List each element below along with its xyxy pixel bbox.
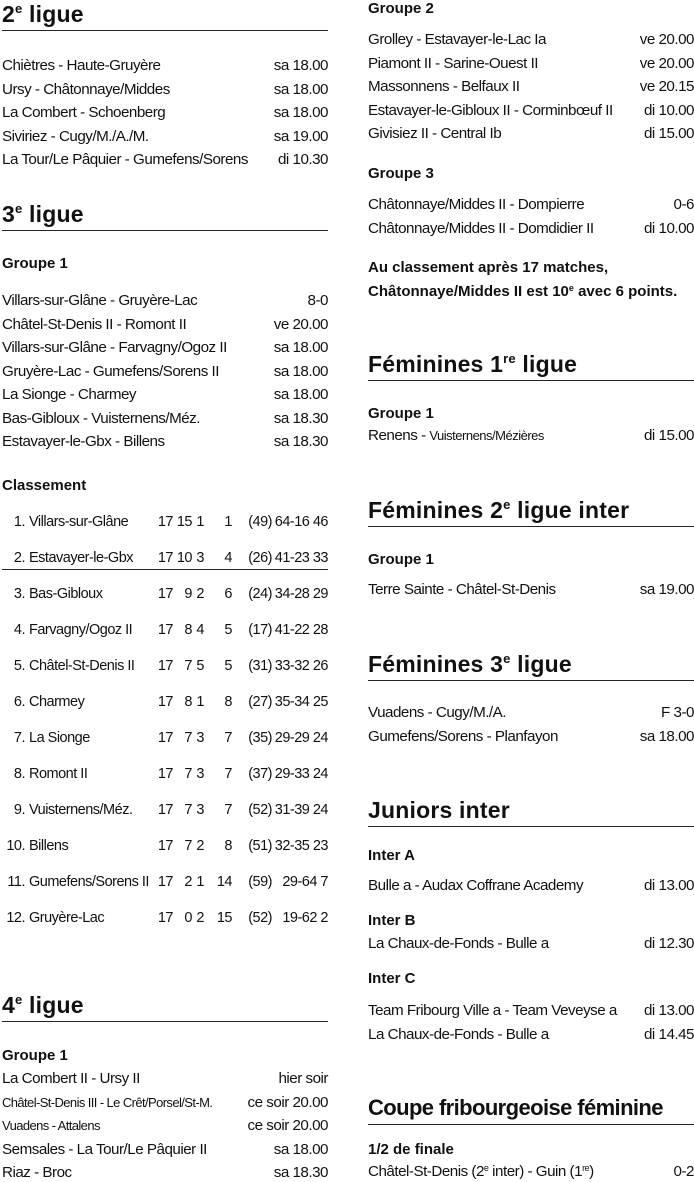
group-heading: Inter A [368, 847, 415, 864]
standings-heading: Classement [2, 477, 87, 494]
match-row: Châtel-St-Denis II - Romont II ve 20.00 [2, 315, 328, 333]
standings-row: 10. Billens 17 7 2 8 (51) 32-35 23 [6, 838, 328, 854]
round-heading: 1/2 de finale [368, 1141, 454, 1158]
match-row: Châtel-St-Denis III - Le Crêt/Porsel/St-M. ce soir 20.00 [2, 1093, 328, 1111]
section-title-feminines-1re-ligue: Féminines 1re ligue [368, 350, 694, 381]
match-row: Siviriez - Cugy/M./A./M. sa 19.00 [2, 127, 328, 145]
group-heading: Groupe 1 [368, 551, 434, 568]
group-heading: Groupe 3 [368, 165, 434, 182]
match-row: Châtel-St-Denis (2e inter) - Guin (1re) 0-2 [368, 1163, 694, 1180]
match-row: Chiètres - Haute-Gruyère sa 18.00 [2, 57, 328, 74]
match-row: La Combert II - Ursy II hier soir [2, 1070, 328, 1087]
standings-row: 2. Estavayer-le-Gbx 17 10 3 4 (26) 41-23 33 [2, 546, 328, 570]
group-heading: Inter B [368, 912, 416, 929]
match-row: Châtonnaye/Middes II - Domdidier II di 10.00 [368, 219, 694, 237]
match-row: Villars-sur-Glâne - Farvagny/Ogoz II sa 18.00 [2, 339, 328, 356]
match-row: Villars-sur-Glâne - Gruyère-Lac 8-0 [2, 292, 328, 309]
match-row: Gumefens/Sorens - Planfayon sa 18.00 [368, 727, 694, 745]
match-row: Vuadens - Attalens ce soir 20.00 [2, 1117, 328, 1134]
match-row: Piamont II - Sarine-Ouest II ve 20.00 [368, 54, 694, 72]
match-row: Semsales - La Tour/Le Pâquier II sa 18.00 [2, 1140, 328, 1158]
standings-row: 11. Gumefens/Sorens II 17 2 1 14 (59) 29-64 7 [7, 874, 328, 890]
match-row: La Tour/Le Pâquier - Gumefens/Sorens di 10.30 [2, 151, 328, 168]
group-heading: Groupe 1 [368, 405, 434, 422]
standings-row: 1. Villars-sur-Glâne 17 15 1 1 (49) 64-16 46 [13, 514, 328, 530]
section-title-coupe-fribourgeoise-feminine: Coupe fribourgeoise féminine [368, 1094, 694, 1125]
match-row: Givisiez II - Central Ib di 15.00 [368, 125, 694, 142]
match-row: Riaz - Broc sa 18.30 [2, 1164, 328, 1181]
section-title-feminines-3e-ligue: Féminines 3e ligue [368, 650, 694, 681]
match-row: Team Fribourg Ville a - Team Veveyse a di 13.00 [368, 1002, 694, 1019]
group-heading: Groupe 1 [2, 1047, 68, 1064]
standings-row: 5. Châtel-St-Denis II 17 7 5 5 (31) 33-32 26 [13, 658, 328, 674]
match-row: Grolley - Estavayer-le-Lac Ia ve 20.00 [368, 31, 694, 48]
section-title-2e-ligue: 2e ligue [2, 0, 328, 31]
match-row: Châtonnaye/Middes II - Dompierre 0-6 [368, 196, 694, 213]
match-row: Estavayer-le-Gbx - Billens sa 18.30 [2, 433, 328, 450]
section-title-4e-ligue: 4e ligue [2, 991, 328, 1022]
standings-row: 12. Gruyère-Lac 17 0 2 15 (52) 19-62 2 [6, 910, 328, 926]
match-row: La Chaux-de-Fonds - Bulle a di 12.30 [368, 935, 694, 952]
match-row: La Sionge - Charmey sa 18.00 [2, 386, 328, 403]
section-title-juniors-inter: Juniors inter [368, 796, 694, 827]
standing-note: Au classement après 17 matches, Châtonnaye/Middes II est 10e avec 6 points. [368, 259, 678, 300]
match-row: Vuadens - Cugy/M./A. F 3-0 [368, 704, 694, 721]
group-heading: Groupe 2 [368, 0, 434, 17]
standings-row: 3. Bas-Gibloux 17 9 2 6 (24) 34-28 29 [13, 586, 328, 602]
match-row: Ursy - Châtonnaye/Middes sa 18.00 [2, 80, 328, 98]
standings-row: 6. Charmey 17 8 1 8 (27) 35-34 25 [13, 694, 328, 710]
match-row: Gruyère-Lac - Gumefens/Sorens II sa 18.00 [2, 362, 328, 380]
group-heading: Groupe 1 [2, 255, 68, 272]
section-title-feminines-2e-ligue-inter: Féminines 2e ligue inter [368, 496, 694, 527]
match-row: Renens - Vuisternens/Mézières di 15.00 [368, 427, 694, 444]
match-row: La Combert - Schoenberg sa 18.00 [2, 104, 328, 121]
section-title-3e-ligue: 3e ligue [2, 200, 328, 231]
match-row: Terre Sainte - Châtel-St-Denis sa 19.00 [368, 581, 694, 598]
standings-row: 4. Farvagny/Ogoz II 17 8 4 5 (17) 41-22 28 [13, 622, 328, 638]
match-row: La Chaux-de-Fonds - Bulle a di 14.45 [368, 1025, 694, 1043]
match-row: Estavayer-le-Gibloux II - Corminbœuf II di 10.00 [368, 101, 694, 119]
match-row: Bulle a - Audax Coffrane Academy di 13.00 [368, 877, 694, 894]
match-row: Bas-Gibloux - Vuisternens/Méz. sa 18.30 [2, 409, 328, 427]
standings-row: 8. Romont II 17 7 3 7 (37) 29-33 24 [13, 766, 328, 782]
match-row: Massonnens - Belfaux II ve 20.15 [368, 78, 694, 95]
standings-row: 9. Vuisternens/Méz. 17 7 3 7 (52) 31-39 24 [13, 802, 328, 818]
standings-row: 7. La Sionge 17 7 3 7 (35) 29-29 24 [13, 730, 328, 746]
group-heading: Inter C [368, 970, 416, 987]
